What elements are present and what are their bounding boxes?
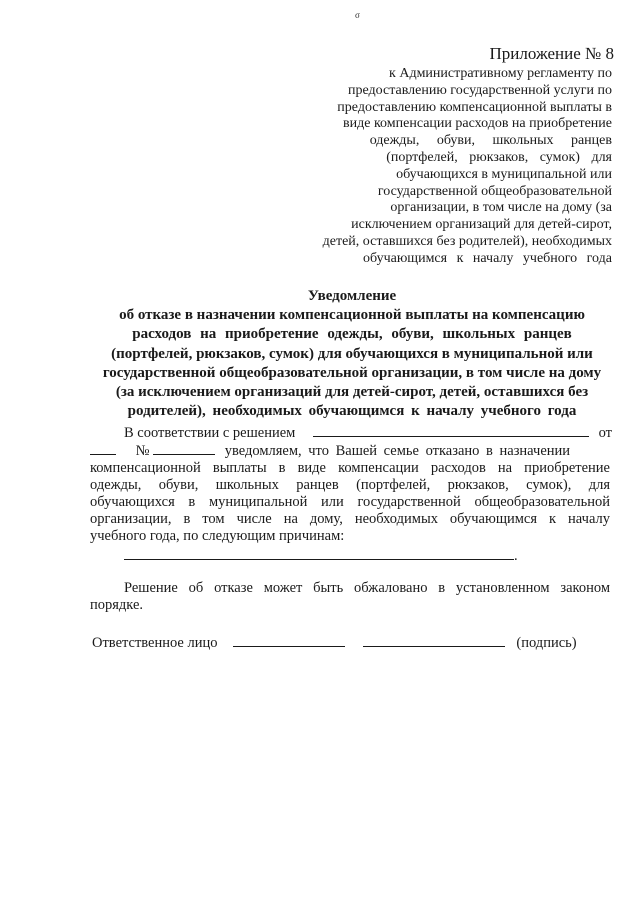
paragraph-text: уведомляем, что Вашей семье отказано в назначении xyxy=(224,443,571,459)
decision-paragraph xyxy=(90,424,610,565)
appendix-title: Приложение № 8 xyxy=(489,44,614,63)
appendix-line: одежды, обуви, школьных ранцев xyxy=(369,133,612,149)
signature-line xyxy=(92,634,577,652)
appendix-line: обучающихся в муниципальной или xyxy=(396,166,612,182)
appendix-body xyxy=(282,66,612,268)
decision-field[interactable] xyxy=(313,424,589,437)
paragraph-text: Решение об отказе может быть обжаловано в установленном законом xyxy=(124,580,610,596)
page-mark: σ xyxy=(355,10,360,20)
notice-line: (за исключением организаций для детей-сирот, детей, оставшихся без xyxy=(115,384,589,401)
notice-line: родителей), необходимых обучающимся к началу учебного года xyxy=(127,403,577,420)
appendix-line: (портфелей, рюкзаков, сумок) для xyxy=(386,149,612,165)
name-field[interactable] xyxy=(233,634,345,647)
responsible-person-label: Ответственное лицо xyxy=(92,635,218,651)
number-field[interactable] xyxy=(153,442,215,455)
notice-title: Уведомление xyxy=(307,288,397,304)
signature-field[interactable] xyxy=(363,634,505,647)
appendix-line: предоставлению компенсационной выплаты в xyxy=(337,99,612,115)
appendix-line: обучающимся к началу учебного года xyxy=(363,250,612,266)
appendix-line: к Административному регламенту по xyxy=(389,66,612,81)
paragraph-text: № xyxy=(135,443,150,459)
paragraph-text: . xyxy=(514,548,518,564)
appendix-line: детей, оставшихся без родителей), необходимых xyxy=(322,233,612,249)
appendix-line: государственной общеобразовательной xyxy=(377,183,612,199)
appendix-line: исключением организаций для детей-сирот, xyxy=(351,217,612,233)
paragraph-text: В соответствии с решением xyxy=(124,425,296,441)
reasons-field[interactable] xyxy=(124,547,514,560)
notice-line: об отказе в назначении компенсационной выплаты на компенсацию xyxy=(119,307,585,324)
date-field[interactable] xyxy=(90,442,116,455)
notice-line: расходов на приобретение одежды, обуви, школьных ранцев xyxy=(132,326,572,343)
appendix-line: организации, в том числе на дому (за xyxy=(390,200,612,216)
paragraph-text: от xyxy=(598,425,612,441)
paragraph-text: учебного года, по следующим причинам: xyxy=(90,528,345,544)
notice-heading xyxy=(88,287,616,421)
paragraph-text: одежды, обуви, школьных ранцев (портфелей, рюкзаков, сумок), для xyxy=(90,477,610,493)
notice-line: государственной общеобразовательной организации, в том числе на дому xyxy=(102,364,602,381)
signature-hint: (подпись) xyxy=(516,635,577,651)
paragraph-text: обучающихся в муниципальной или государственной общеобразовательной xyxy=(90,494,610,510)
paragraph-text: компенсационной выплаты в виде компенсации расходов на приобретение xyxy=(90,460,610,476)
appeal-paragraph xyxy=(90,580,610,614)
appendix-line: виде компенсации расходов на приобретение xyxy=(343,116,612,132)
paragraph-text: порядке. xyxy=(90,597,144,613)
notice-line: (портфелей, рюкзаков, сумок) для обучающихся в муниципальной или xyxy=(111,345,593,362)
appendix-line: предоставлению государственной услуги по xyxy=(348,82,612,98)
paragraph-text: организации, в том числе на дому, необходимых обучающимся к началу xyxy=(90,511,610,527)
